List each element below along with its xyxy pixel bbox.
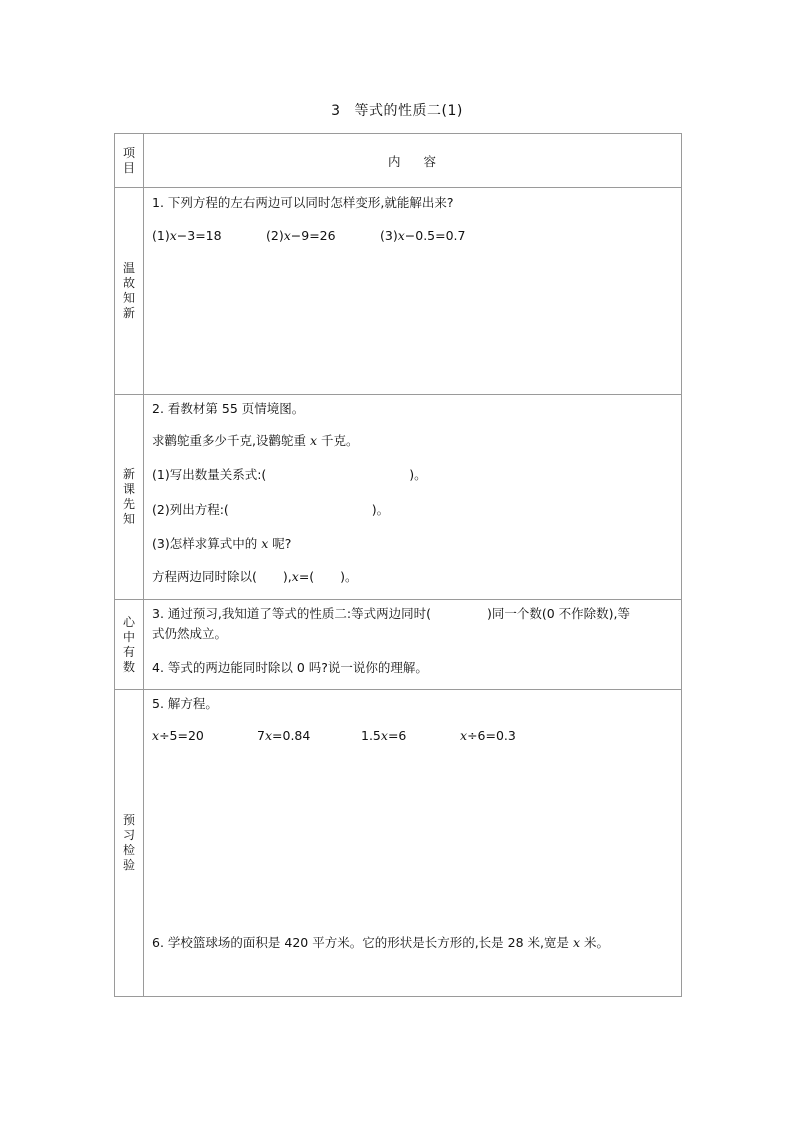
question-2-part-3: (3)怎样求算式中的 x 呢? xyxy=(152,536,292,551)
check-side-label xyxy=(115,690,144,997)
mind-row xyxy=(115,600,682,690)
mind-content xyxy=(144,600,682,690)
side-char: 知 xyxy=(122,512,135,526)
review-content xyxy=(144,188,682,395)
mind-side-label xyxy=(115,600,144,690)
equation-3: (3)x−0.5=0.7 xyxy=(380,228,466,243)
side-char: 故 xyxy=(122,276,135,290)
side-char: 验 xyxy=(122,858,135,872)
preview-row xyxy=(115,395,682,600)
side-char: 检 xyxy=(122,843,135,857)
review-side-label xyxy=(115,188,144,395)
side-char: 课 xyxy=(122,482,135,496)
check-content xyxy=(144,690,682,997)
question-5-equations xyxy=(152,728,516,743)
header-char: 容 xyxy=(423,153,438,169)
page-title xyxy=(0,100,794,120)
question-3-line-2: 式仍然成立。 xyxy=(152,626,228,641)
side-char: 有 xyxy=(122,644,135,659)
header-char: 内 xyxy=(387,153,402,169)
question-2-part-4: 方程两边同时除以( ),x=( )。 xyxy=(152,569,358,584)
question-2-part-1: (1)写出数量关系式:( )。 xyxy=(152,467,427,482)
lesson-number: 3 xyxy=(331,103,341,119)
review-row xyxy=(115,188,682,395)
side-char: 中 xyxy=(122,629,135,644)
side-char: 预 xyxy=(122,813,135,827)
side-char: 先 xyxy=(122,497,135,511)
equation-2: 7x=0.84 xyxy=(257,728,311,743)
question-2-intro: 求鹳鸵重多少千克,设鹳鸵重 x 千克。 xyxy=(152,433,359,448)
lesson-title: 等式的性质二(1) xyxy=(354,103,463,119)
side-char: 目 xyxy=(122,160,135,175)
equation-4: x÷6=0.3 xyxy=(460,728,516,743)
side-char: 温 xyxy=(122,261,135,275)
side-char: 心 xyxy=(122,614,135,629)
header-content-label xyxy=(144,134,682,188)
worksheet-table xyxy=(114,133,682,997)
preview-content xyxy=(144,395,682,600)
question-1-equations xyxy=(152,228,466,243)
side-char: 习 xyxy=(122,828,135,842)
header-side-label xyxy=(115,134,144,188)
question-2: 2. 看教材第 55 页情境图。 xyxy=(152,401,305,416)
side-char: 新 xyxy=(122,306,135,320)
question-6: 6. 学校篮球场的面积是 420 平方米。它的形状是长方形的,长是 28 米,宽是 x 米。 xyxy=(152,935,610,950)
preview-side-label xyxy=(115,395,144,600)
check-row xyxy=(115,690,682,997)
question-1: 1. 下列方程的左右两边可以同时怎样变形,就能解出来? xyxy=(152,195,454,210)
side-char: 知 xyxy=(122,291,135,305)
question-4: 4. 等式的两边能同时除以 0 吗?说一说你的理解。 xyxy=(152,660,428,675)
question-3-line-1: 3. 通过预习,我知道了等式的性质二:等式两边同时( )同一个数(0 不作除数),等 xyxy=(152,606,630,621)
question-5: 5. 解方程。 xyxy=(152,696,218,711)
equation-1: (1)x−3=18 xyxy=(152,228,222,243)
side-char: 项 xyxy=(122,145,135,160)
question-2-part-2: (2)列出方程:( )。 xyxy=(152,502,390,517)
equation-2: (2)x−9=26 xyxy=(266,228,336,243)
equation-1: x÷5=20 xyxy=(152,728,204,743)
side-char: 新 xyxy=(122,467,135,481)
equation-3: 1.5x=6 xyxy=(361,728,407,743)
side-char: 数 xyxy=(122,659,135,674)
header-row xyxy=(115,134,682,188)
